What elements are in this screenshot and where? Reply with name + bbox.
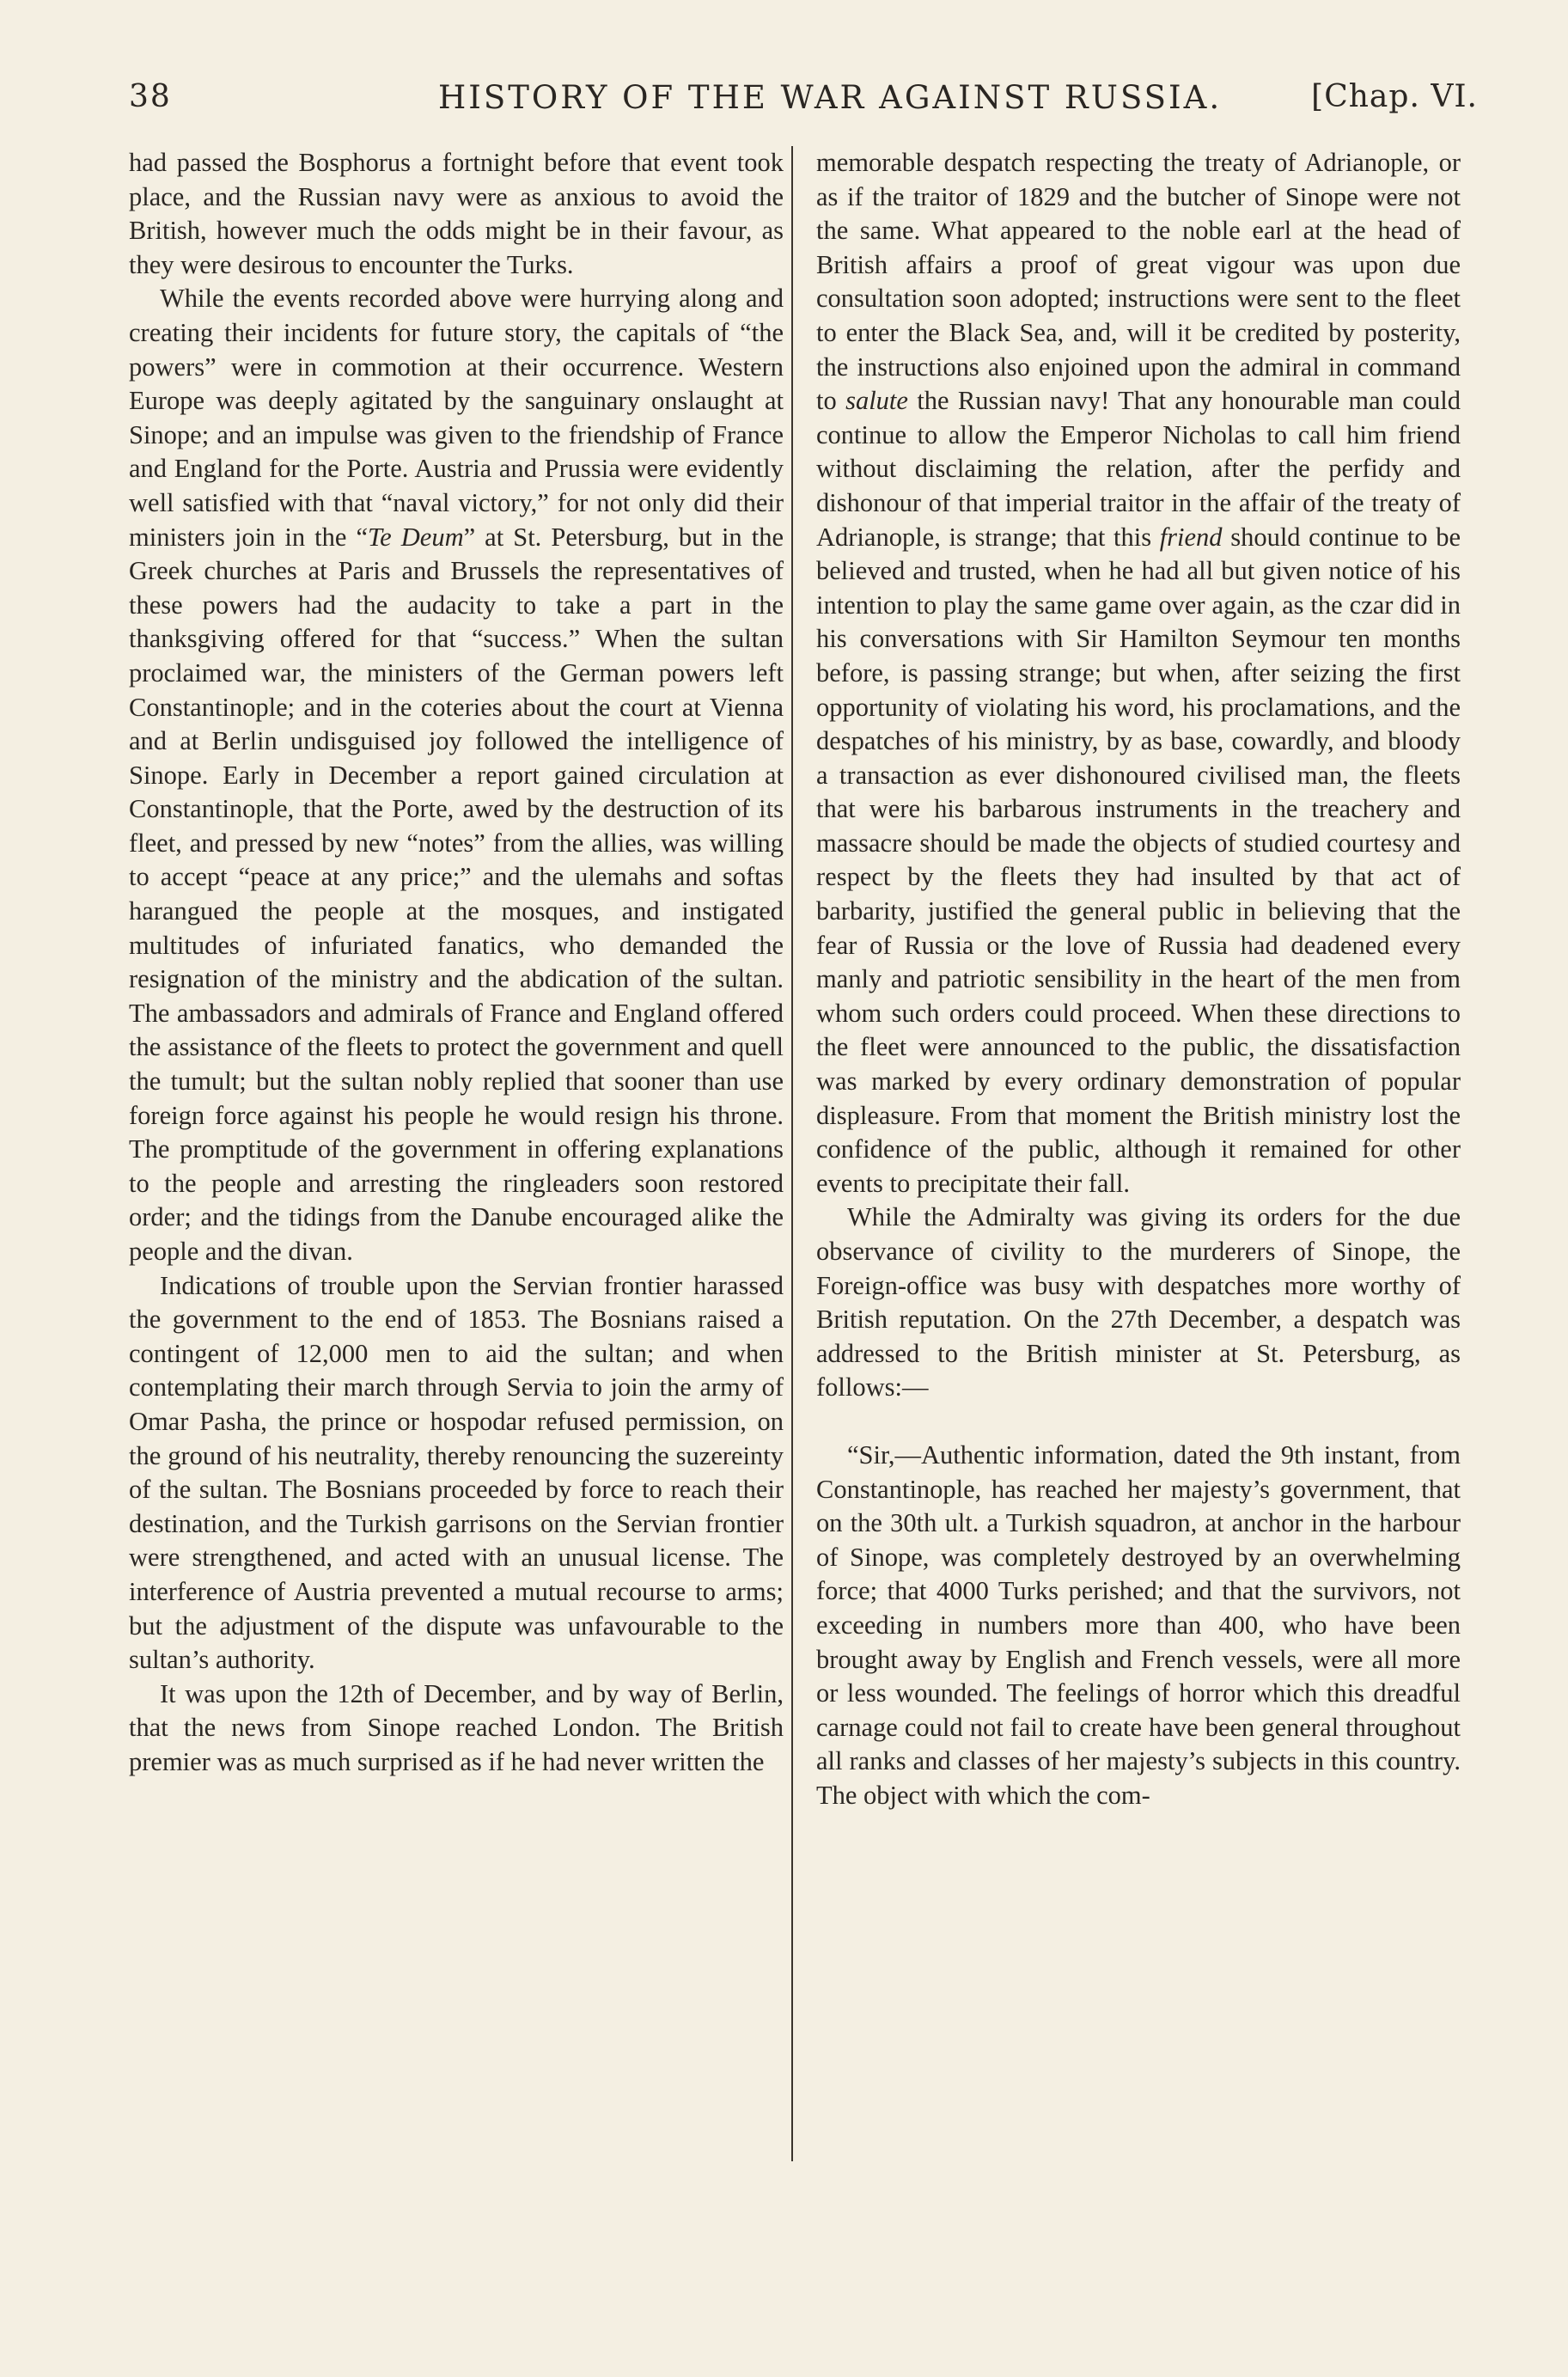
- paragraph-capitals-commotion: While the events recorded above were hurrying along and creating their incidents for future story, the capitals of “the powers” were in commotion at their occurrence. Western Europe was deeply agitated by the sanguinary onslaught at Sinope; and an impulse was given to the friendship of France and England for the Porte. Austria and Prussia were evidently well satisfied with that “naval victory,” for not only did their ministers join in the “Te Deum” at St. Petersburg, but in the Greek churches at Paris and Brussels the representatives of these powers had the audacity to take a part in the thanksgiving offered for that “success.” When the sultan proclaimed war, the ministers of the German powers left Constantinople; and in the coteries about the court at Vienna and at Berlin undisguised joy followed the intelligence of Sinope. Early in December a report gained circulation at Constantinople, that the Porte, awed by the destruction of its fleet, and pressed by new “notes” from the allies, was willing to accept “peace at any price;” and the ulemahs and softas harangued the people at the mosques, and instigated multitudes of infuriated fanatics, who demanded the resignation of the ministry and the abdication of the sultan. The ambassadors and admirals of France and England offered the assistance of the fleets to protect the government and quell the tumult; but the sultan nobly replied that sooner than use foreign force against his people he would resign his throne. The promptitude of the government in offering explanations to the people and arresting the ringleaders soon restored order; and the tidings from the Danube encouraged alike the people and the divan.: [129, 284, 784, 1266]
- paragraph-continuation: had passed the Bosphorus a fortnight before that event took place, and the Russian navy were as anxious to avoid the British, however much the odds might be in their favour, as they were desirous to encounter the Turks.: [129, 148, 784, 279]
- paragraph-memorable-despatch: memorable despatch respecting the treaty of Adrianople, or as if the traitor of 1829 and the butcher of Sinope were not the same. What appeared to the noble earl at the head of British affairs a proof of great vigour was upon due consultation soon adopted; instructions were sent to the fleet to enter the Black Sea, and, will it be credited by posterity, the instructions also enjoined upon the admiral in command to salute the Russian navy! That any honourable man could continue to allow the Emperor Nicholas to call him friend without disclaiming the relation, after the perfidy and dishonour of that imperial traitor in the affair of the treaty of Adrianople, is strange; that this friend should continue to be believed and trusted, when he had all but given notice of his intention to play the same game over again, as the czar did in his conversations with Sir Hamilton Seymour ten months before, is passing strange; but when, after seizing the first opportunity of violating his word, his proclamations, and the despatches of his ministry, by as base, cowardly, and bloody a transaction as ever dishonoured civilised man, the fleets that were his barbarous instruments in the treachery and massacre should be made the objects of studied courtesy and respect by the fleets they had insulted by that act of barbarity, justified the general public in believing that the fear of Russia or the love of Russia had deadened every manly and patriotic sensibility in the heart of the men from whom such orders could proceed. When these directions to the fleet were announced to the public, the dissatisfaction was marked by every ordinary demonstration of popular displeasure. From that moment the British ministry lost the confidence of the public, although it remained for other events to precipitate their fall.: [816, 148, 1461, 1198]
- paragraph-despatch-quote: “Sir,—Authentic information, dated the 9th instant, from Constantinople, has reached her majesty’s government, that on the 30th ult. a Turkish squadron, at anchor in the harbour of Sinope, was completely destroyed by an overwhelming force; that 4000 Turks perished; and that the survivors, not exceeding in numbers more than 400, who have been brought away by English and French vessels, were all more or less wounded. The feelings of horror which this dreadful carnage could not fail to create have been general throughout all ranks and classes of her majesty’s subjects in this country. The object with which the com-: [816, 1439, 1461, 1810]
- paragraph-servian-frontier: Indications of trouble upon the Servian frontier harassed the government to the end of 1853. The Bosnians raised a contingent of 12,000 men to aid the sultan; and when contemplating their march through Servia to join the army of Omar Pasha, the prince or hospodar refused permission, on the ground of his neutrality, thereby renouncing the suzereinty of the sultan. The Bosnians proceeded by force to reach their destination, and the Turkish garrisons on the Servian frontier were strengthened, and acted with an unusual license. The interference of Austria prevented a mutual recourse to arms; but the adjustment of the dispute was unfavourable to the sultan’s authority.: [129, 1270, 784, 1675]
- salute-italic: salute: [845, 386, 908, 416]
- running-title: HISTORY OF THE WAR AGAINST RUSSIA.: [438, 79, 1223, 116]
- right-column: [816, 146, 1461, 1813]
- chapter-marker: [Chap. VI.: [1311, 79, 1478, 114]
- friend-italic: friend: [1159, 522, 1223, 552]
- paragraph-admiralty-orders: While the Admiralty was giving its orders for the due observance of civility to the murderers of Sinope, the Foreign-office was busy with despatches more worthy of British reputation. On the 27th December, a despatch was addressed to the British minister at St. Petersburg, as follows:—: [816, 1202, 1461, 1402]
- column-divider: [791, 146, 793, 2161]
- te-deum-italic: Te Deum: [368, 522, 464, 552]
- left-column: [129, 146, 784, 1780]
- quote-spacer: [816, 1405, 1461, 1439]
- running-header: [129, 79, 1478, 131]
- page-number: 38: [129, 79, 172, 114]
- paragraph-news-reached-london: It was upon the 12th of December, and by way of Berlin, that the news from Sinope reached London. The British premier was as much surprised as if he had never written the: [129, 1678, 784, 1776]
